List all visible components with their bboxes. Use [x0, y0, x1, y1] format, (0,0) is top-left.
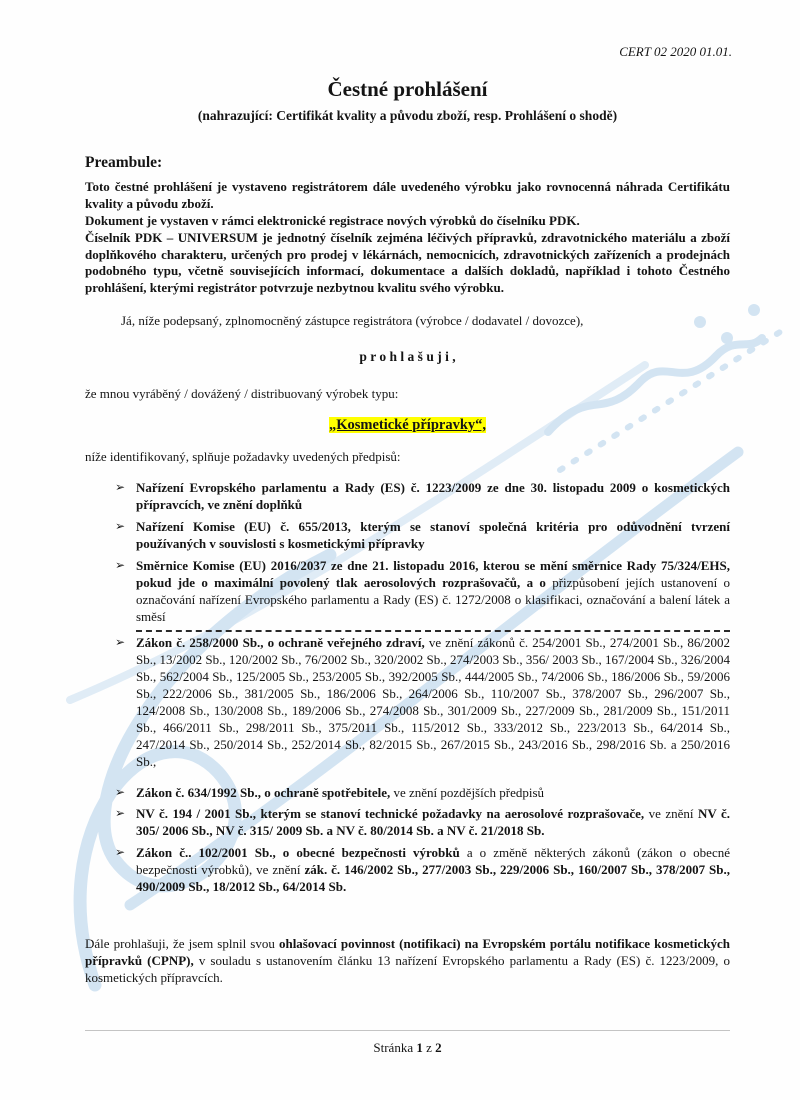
- regulation-text: [136, 635, 730, 768]
- arrow-bullet-icon: ➢: [115, 635, 126, 650]
- regulation-item-6: [115, 806, 730, 840]
- page-number: [373, 1040, 441, 1055]
- regulation-text: [136, 519, 730, 551]
- product-type-lead: že mnou vyráběný / dovážený / distribuovaný výrobek typu:: [85, 385, 399, 401]
- text-run: z: [422, 1040, 436, 1055]
- text-run: ve znění: [644, 806, 698, 822]
- regulation-text: [136, 806, 730, 838]
- text-run: ohlašovací povinnost (notifikaci) na Evropském portálu notifikace kosmetických přípravků (CPNP),: [85, 935, 730, 968]
- preamble-paragraph-2: Dokument je vystaven v rámci elektronické registrace nových výrobků do číselníku PDK.: [85, 212, 580, 228]
- preamble-heading: Preambule:: [85, 153, 163, 171]
- arrow-bullet-icon: ➢: [115, 519, 126, 534]
- regulation-text: [136, 785, 544, 800]
- text-run: a o změně některých zákonů (zákon o obecné bezpečnosti výrobků), ve znění: [136, 845, 730, 878]
- arrow-bullet-icon: ➢: [115, 557, 126, 572]
- declaration-intro: Já, níže podepsaný, zplnomocněný zástupce registrátora (výrobce / dodavatel / dovozce),: [121, 313, 584, 329]
- regulation-item-3: [115, 558, 730, 626]
- regulation-item-2: [115, 519, 730, 553]
- text-run: v souladu s ustanovením článku 13 nařízení Evropského parlamentu a Rady (ES) č. 1223/2009, o kosmetických přípravcích.: [85, 952, 730, 985]
- text-run: Nařízení Evropského parlamentu a Rady (ES) č. 1223/2009 ze dne 30. listopadu 2009 o kosmetických přípravcích, ve znění doplňků: [136, 480, 730, 513]
- preamble-paragraph-1: Toto čestné prohlášení je vystaveno registrátorem dále uvedeného výrobku jako rovnocenná náhrada Certifikátu kvality a původu zboží.: [85, 178, 730, 211]
- text-run: přizpůsobení jejích ustanovení o označování nařízení Evropského parlamentu a Rady (ES) č. 1272/2008 o klasifikaci, označování a balení látek a směsí: [136, 574, 730, 624]
- regulation-text: [136, 845, 730, 894]
- text-run: Zákon č. 258/2000 Sb., o ochraně veřejného zdraví,: [136, 635, 425, 651]
- arrow-bullet-icon: ➢: [115, 480, 126, 495]
- product-name-line: [85, 416, 730, 435]
- regulation-item-5: [115, 785, 730, 802]
- text-run: ve znění zákonů č. 254/2001 Sb., 274/2001 Sb., 86/2002 Sb., 13/2002 Sb., 120/2002 Sb., 76/2002 Sb., 320/2002 Sb., 274/2003 Sb., 356/ 2003 Sb., 167/2004 Sb., 326/2004 Sb., 562/2004 Sb., 125/2005 Sb., 253/2005 Sb., 392/2005 Sb., 444/2005 Sb., 74/2006 Sb., 186/2006 Sb., 59/2006 Sb., 222/2006 Sb., 381/2005 Sb., 186/2006 Sb., 264/2006 Sb., 110/2007 Sb., 378/2007 Sb., 296/2007 Sb., 124/2008 Sb., 130/2008 Sb., 189/2006 Sb., 274/2008 Sb., 301/2009 Sb., 227/2009 Sb., 281/2009 Sb., 151/2011 Sb., 466/2011 Sb., 298/2011 Sb., 375/2011 Sb., 115/2012 Sb., 333/2012 Sb., 223/2013 Sb., 64/2014 Sb., 247/2014 Sb., 250/2014 Sb., 252/2014 Sb., 82/2015 Sb., 267/2015 Sb., 243/2016 Sb., 298/2016 Sb. a 250/2016 Sb.,: [136, 635, 730, 769]
- text-run: ve znění pozdějších předpisů: [390, 784, 545, 800]
- dashed-separator: [115, 630, 730, 632]
- declaration-verb: p r o h l a š u j i ,: [359, 349, 456, 365]
- preamble-paragraph-3: Číselník PDK – UNIVERSUM je jednotný číselník zejména léčivých přípravků, zdravotnického materiálu a zboží doplňkového charakteru, určených pro prodej v lékárnách, nemocnicích, zdravotnických zařízeních a prodejnách podobného typu, včetně souvisejících informací, dokumentace a dalších dokladů, například i tohoto Čestného prohlášení, kterými registrátor potvrzuje nezbytnou kvalitu svého výrobku.: [85, 229, 730, 296]
- text-run: Zákon č. 634/1992 Sb., o ochraně spotřebitele,: [136, 784, 391, 800]
- arrow-bullet-icon: ➢: [115, 845, 126, 860]
- text-run: Nařízení Komise (EU) č. 655/2013, kterým se stanoví společná kritéria pro odůvodnění tvrzení používaných v souvislosti s kosmetickými přípravky: [136, 519, 730, 551]
- text-run: NV č. 305/ 2006 Sb., NV č. 315/ 2009 Sb. a NV č. 80/2014 Sb. a NV č. 21/2018 Sb.: [136, 806, 731, 839]
- document-subtitle: (nahrazující: Certifikát kvality a původu zboží, resp. Prohlášení o shodě): [197, 108, 618, 124]
- arrow-bullet-icon: ➢: [115, 806, 126, 821]
- text-run: 2: [435, 1040, 442, 1055]
- text-run: 1: [416, 1040, 423, 1055]
- regulation-item-4: [115, 635, 730, 770]
- doc-code: CERT 02 2020 01.01.: [619, 44, 732, 59]
- product-name-highlight: „Kosmetické přípravky“,: [328, 416, 487, 433]
- text-run: Stránka: [373, 1040, 417, 1055]
- closing-paragraph: [85, 936, 730, 987]
- text-run: Dále prohlašuji, že jsem splnil svou: [85, 935, 279, 951]
- text-run: NV č. 194 / 2001 Sb., kterým se stanoví technické požadavky na aerosolové rozprašovače,: [136, 806, 645, 822]
- page-footer: [85, 1030, 730, 1056]
- regulations-list: [85, 480, 730, 896]
- list-lead: níže identifikovaný, splňuje požadavky uvedených předpisů:: [85, 449, 401, 465]
- document-title: Čestné prohlášení: [327, 77, 488, 101]
- regulation-text: [136, 558, 730, 624]
- regulation-item-1: [115, 480, 730, 514]
- regulation-text: [136, 480, 730, 512]
- text-run: Zákon č.. 102/2001 Sb., o obecné bezpečnosti výrobků: [136, 845, 460, 861]
- text-run: Směrnice Komise (EU) 2016/2037 ze dne 21. listopadu 2016, kterou se mění směrnice Rady 75/324/EHS, pokud jde o maximální povolený tlak aerosolových rozprašovačů, a o: [136, 557, 730, 590]
- arrow-bullet-icon: ➢: [115, 784, 126, 799]
- text-run: zák. č. 146/2002 Sb., 277/2003 Sb., 229/2006 Sb., 160/2007 Sb., 378/2007 Sb., 490/2009 Sb., 18/2012 Sb., 64/2014 Sb.: [136, 862, 730, 894]
- regulation-item-7: [115, 845, 730, 896]
